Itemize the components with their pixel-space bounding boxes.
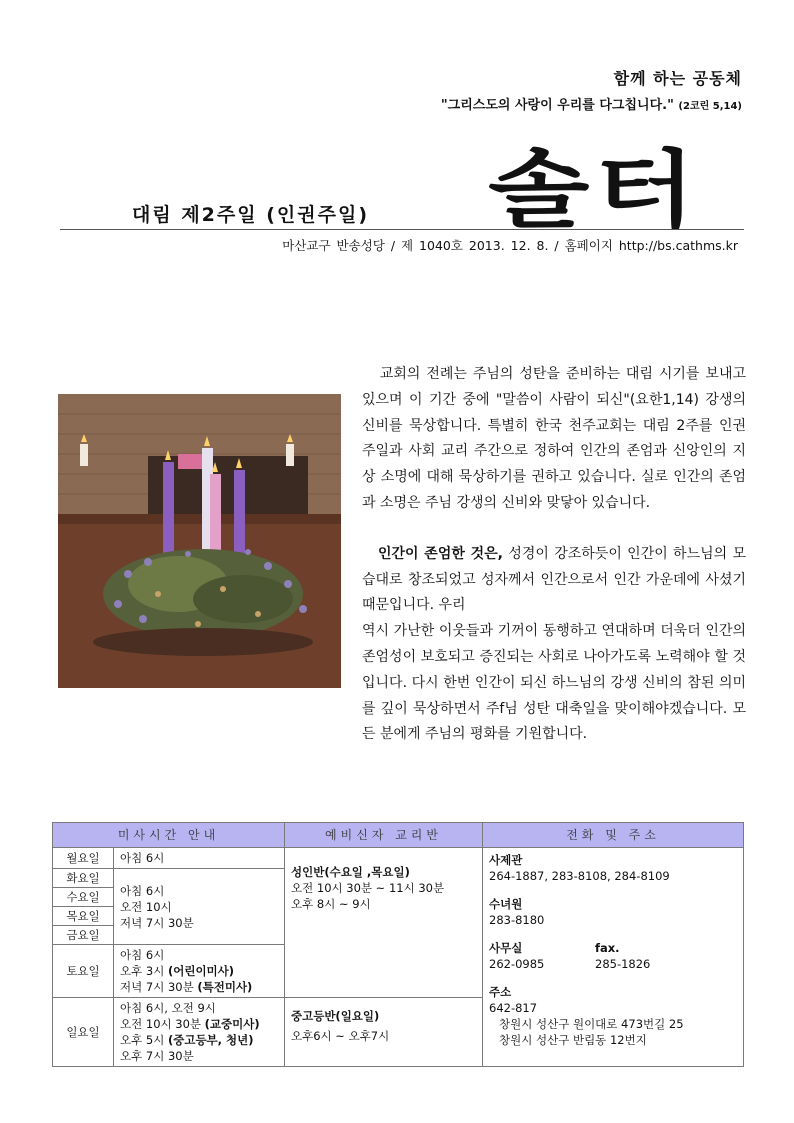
saturday-times: 아침 6시 오후 3시 (어린이미사) 저녁 7시 30분 (특전미사) [114, 945, 285, 998]
convent-phone: 283-8180 [489, 913, 545, 927]
adult-class-cell [285, 848, 483, 998]
day-sunday: 일요일 [53, 998, 114, 1067]
paragraph-1: 교회의 전례는 주님의 성탄을 준비하는 대림 시기를 보내고 있으며 이 기간 중에 "말씀이 사람이 되신"(요한1,14) 강생의 신비를 묵상합니다. 특별히 한국 천주교회는 대림 2주를 인권 주일과 사회 교리 주간으로 정하여 인간의 존엄과 신앙인의 지상 소명에 대해 묵상하기를 권하고 있습니다. 실로 인간의 존엄과 소명은 주님 강생의 신비와 맞닿아 있습니다. [362, 366, 746, 511]
quote-reference: (2코린 5,14) [678, 101, 742, 112]
community-title: 함께 하는 공동체 [613, 69, 742, 88]
office-phone-row: 262-0985 285-1826 [489, 957, 651, 971]
scripture-quote [441, 94, 742, 113]
schedule-table [52, 822, 744, 1067]
header-divider [60, 229, 744, 230]
rectory-phone: 264-1887, 283-8108, 284-8109 [489, 869, 670, 883]
paragraph-2: 인간이 존엄한 것은, 성경이 강조하듯이 인간이 하느님의 모습대로 창조되었고 성자께서 인간으로서 인간 가운데에 사셨기 때문입니다. 우리 [362, 545, 747, 614]
article-body [362, 362, 746, 748]
day-thursday: 목요일 [53, 907, 114, 926]
address-label: 주소 [489, 985, 512, 999]
day-friday: 금요일 [53, 926, 114, 945]
convent-label: 수녀원 [489, 897, 523, 911]
day-tuesday: 화요일 [53, 869, 114, 888]
catechumen-header: 예비신자 교리반 [285, 823, 483, 848]
paragraph-3: 역시 가난한 이웃들과 기꺼이 동행하고 연대하며 더욱더 인간의 존엄성이 보호되고 증진되는 사회로 나아가도록 노력해야 할 것입니다. 다시 한번 인간이 되신 하느님의 강생 신비의 참된 의미를 깊이 묵상하면서 주f님 성탄 대축일을 맞이해야겠습니다. 모든 분에게 주님의 평화를 기원합니다. [362, 623, 746, 743]
mass-times-header: 미사시간 안내 [53, 823, 285, 848]
day-saturday: 토요일 [53, 945, 114, 998]
sunday-times: 아침 6시, 오전 9시 오전 10시 30분 (교중미사) 오후 5시 (중고등부, 청년) 오후 7시 30분 [114, 998, 285, 1067]
bulletin-logo: 솔터 [488, 140, 701, 239]
advent-wreath-photo [58, 394, 341, 688]
contact-header: 전화 및 주소 [483, 823, 744, 848]
postal-code: 642-817 [489, 1001, 538, 1015]
paragraph-2-lead: 인간이 존엄한 것은, [377, 545, 503, 562]
youth-class-time: 오후6시 ~ 오후7시 [291, 1029, 390, 1043]
monday-times: 아침 6시 [114, 848, 285, 869]
parish-info-line: 마산교구 반송성당 / 제 1040호 2013. 12. 8. / 홈페이지 http://bs.cathms.kr [282, 238, 738, 253]
adult-class-title: 성인반(수요일 ,목요일) [291, 865, 410, 879]
adult-class-time-2: 오후 8시 ~ 9시 [291, 897, 371, 911]
address-line-1: 창원시 성산구 원이대로 473번길 25 [499, 1017, 684, 1031]
liturgical-sunday: 대림 제2주일 (인권주일) [132, 204, 370, 226]
youth-class-title: 중고등반(일요일) [291, 1009, 380, 1023]
contact-cell [483, 848, 744, 1067]
rectory-label: 사제관 [489, 853, 523, 867]
youth-class-cell [285, 998, 483, 1067]
quote-text: "그리스도의 사랑이 우리를 다그칩니다." [440, 98, 674, 113]
day-monday: 월요일 [53, 848, 114, 869]
address-line-2: 창원시 성산구 반림동 12번지 [499, 1033, 647, 1047]
weekday-times: 아침 6시 오전 10시 저녁 7시 30분 [114, 869, 285, 945]
day-wednesday: 수요일 [53, 888, 114, 907]
adult-class-time-1: 오전 10시 30분 ~ 11시 30분 [291, 881, 445, 895]
office-row: 사무실 fax. [489, 941, 620, 955]
